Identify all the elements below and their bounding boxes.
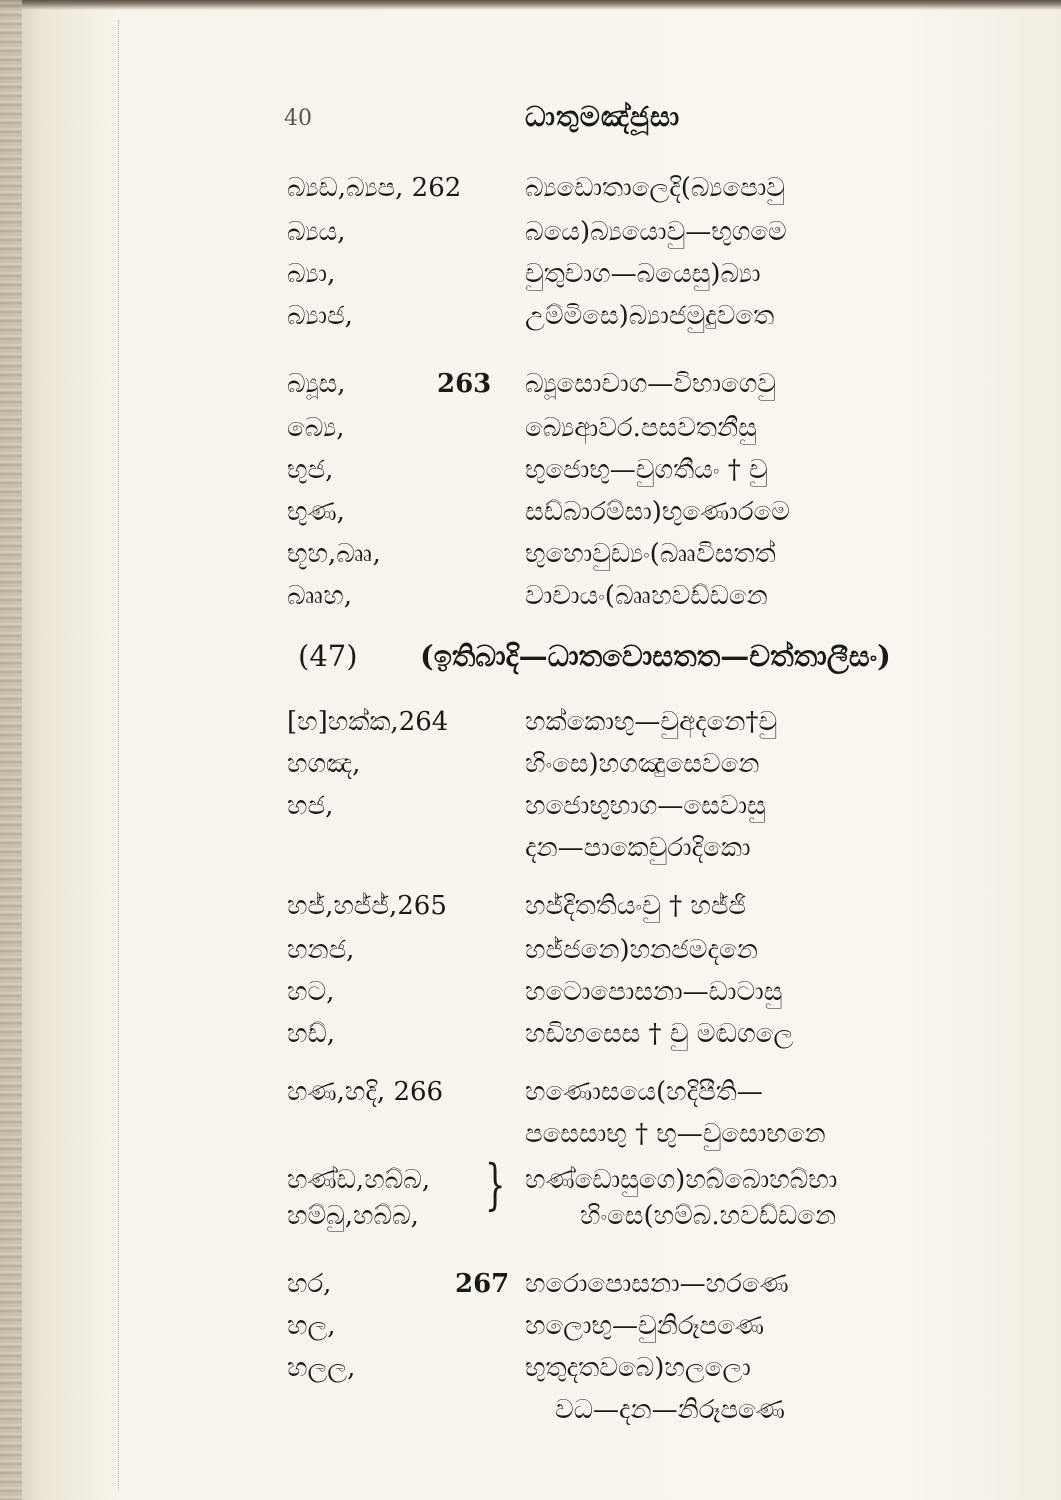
entry-row	[0, 886, 1061, 926]
root-word: හණ්ඩ,හබ්බ,	[287, 1165, 431, 1195]
gloss-text: දන—පාකෙචුරාදිකො	[525, 833, 751, 863]
entry-row	[0, 1306, 1061, 1346]
gloss-text: සඩ්බාරම්සා)භුණොරමෙ	[525, 497, 790, 527]
entry-row	[0, 364, 1061, 404]
sutra-number: 267	[455, 1269, 510, 1299]
gloss-text: හඩිහසෙස † චු මඬගලෙ	[525, 1019, 794, 1049]
entry-row	[0, 1114, 1061, 1154]
root-word: හණ,හදි, 266	[287, 1077, 444, 1107]
root-word: හර,	[287, 1269, 332, 1299]
section-heading	[0, 636, 1061, 676]
root-word: හට,	[287, 977, 335, 1007]
gloss-text: උම්මිසෙ)බ්‍යාජමුදුවතෙ	[525, 301, 775, 331]
gloss-text: හිංසෙ(හම්බ.හවඩ්ඩනෙ	[580, 1201, 837, 1231]
root-word: හම්බු,හබ්බ,	[287, 1201, 419, 1231]
root-word: [හ]හක්ක,264	[287, 707, 449, 737]
entry-row	[0, 1390, 1061, 1430]
gloss-text: හක්කොභු—චුඅදනෙ†චු	[525, 707, 778, 737]
gloss-text: වධ—දන—නිරූපණෙ	[555, 1395, 785, 1425]
root-word: බ්‍යඩ,බ්‍යප, 262	[287, 173, 462, 203]
page-header	[0, 100, 1061, 150]
root-word: බ්‍යය,	[287, 217, 346, 247]
entry-row	[0, 744, 1061, 784]
root-word: බ්‍යාජ,	[287, 301, 353, 331]
entry-row	[0, 786, 1061, 826]
entry-row	[0, 408, 1061, 448]
entry-row	[0, 296, 1061, 336]
entry-row	[0, 168, 1061, 208]
gloss-text: හජ්ජනෙ)හනජමදනෙ	[525, 935, 758, 965]
entry-row	[0, 254, 1061, 294]
gloss-text: හිංසෙ)හගඤුසෙවනෙ	[525, 749, 760, 779]
entry-row	[0, 1072, 1061, 1112]
gloss-text: බ්‍යෙආවර.පසවතනීසු	[525, 413, 757, 443]
section-title: (ඉතිබාදි—ධාතවොසතත—චත්තාලීසං)	[420, 639, 891, 673]
gloss-text: භුජොභු—චුගතීයං † චු	[525, 455, 768, 485]
entry-row	[0, 450, 1061, 490]
running-title: ධාතුමඤ්ජූසා	[525, 100, 681, 133]
gloss-text: චුතුචාග—බයෙසු)බ්‍යා	[525, 259, 761, 289]
page-number: 40	[284, 106, 312, 131]
entry-row	[0, 1348, 1061, 1388]
root-word: භූහ,බ්‍රූ,	[287, 539, 381, 569]
entry-row	[0, 212, 1061, 252]
root-word: හජ්,හජ්ජ්,265	[287, 891, 447, 921]
root-word: හඩ්,	[287, 1019, 335, 1049]
root-word: හල,	[287, 1311, 336, 1341]
entry-row	[0, 492, 1061, 532]
root-word: හගඤ,	[287, 749, 361, 779]
root-word: බ්‍යූස,	[287, 369, 346, 399]
entry-row	[0, 534, 1061, 574]
gloss-text: හජ්දිතතියංචු † හජ්ජි	[525, 891, 747, 921]
entry-row	[0, 1264, 1061, 1304]
gloss-text: භුතුදතවබෙ)හලලො	[525, 1353, 751, 1383]
gloss-text: හරොපොසනා—හරණෙ	[525, 1269, 789, 1299]
entry-row	[0, 576, 1061, 616]
gloss-text: බ්‍යඩොතාලෙදි(බ්‍යපොවු	[525, 173, 786, 203]
entry-row	[0, 1014, 1061, 1054]
gloss-text: පසෙසාභු † භු—චුසොභනෙ	[525, 1119, 826, 1149]
gloss-text: වාචායං(බ්‍රූහවඩ්ඩනෙ	[525, 581, 768, 611]
root-word: හනජ,	[287, 935, 355, 965]
gloss-text: හණොසයෙ(හදිපීති—	[525, 1077, 763, 1107]
sutra-number: 263	[437, 369, 492, 399]
gloss-text: හණ්ඩොසුගෙ)හබ්බොහබ්භා	[525, 1165, 838, 1195]
entry-row	[0, 702, 1061, 742]
root-word: හලල,	[287, 1353, 356, 1383]
gloss-text: බ්‍යූසොචාග—විභාගෙවු	[525, 369, 777, 399]
entry-row	[0, 1196, 1061, 1236]
root-word: භුණ,	[287, 497, 345, 527]
page-top-edge	[0, 0, 1061, 10]
entry-row	[0, 930, 1061, 970]
section-number: (47)	[298, 639, 358, 673]
root-word: බ්‍යා,	[287, 259, 336, 289]
gloss-text: භුහොවුඩ්‍යං(බ්‍රූවිසතත්	[525, 539, 776, 569]
entry-row	[0, 828, 1061, 868]
curly-brace-icon: }	[484, 1153, 506, 1216]
entry-row	[0, 972, 1061, 1012]
gloss-text: බයෙ)බ්‍යයොවු—භුගමෙ	[525, 217, 787, 247]
gloss-text: හටොපොසනා—ඩාටාසු	[525, 977, 783, 1007]
root-word: බ්‍රූහ,	[287, 581, 352, 611]
gloss-text: හජොභුභාග—සෙවාසු	[525, 791, 766, 821]
root-word: භුජ,	[287, 455, 334, 485]
entry-row	[0, 1160, 1061, 1200]
gloss-text: හලොභු—චුනිරූපණෙ	[525, 1311, 765, 1341]
root-word: හජ,	[287, 791, 334, 821]
root-word: බ්‍යෙ,	[287, 413, 345, 443]
